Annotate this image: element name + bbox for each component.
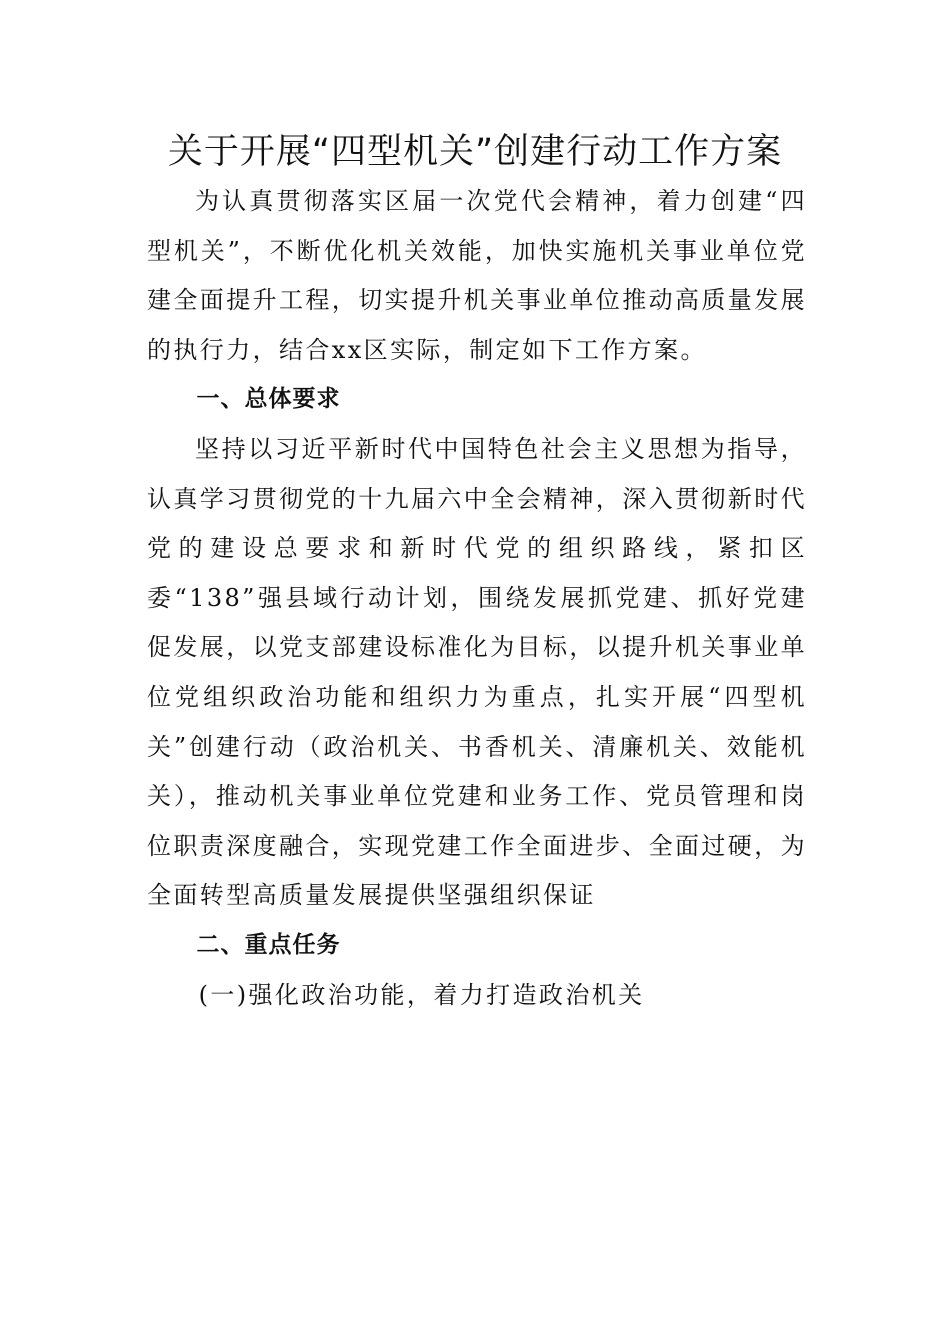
key-task-subheading-1: (一)强化政治功能，着力打造政治机关: [198, 980, 645, 1009]
section-heading-overall-requirements: 一、总体要求: [196, 386, 341, 413]
overall-requirements-paragraph: 坚持以习近平新时代中国特色社会主义思想为指导，认真学习贯彻党的十九届六中全会精神，深入贯彻新时代党的建设总要求和新时代党的组织路线，紧扣区委“138”强县域行动计划，围绕发展抓党建、抓好党建促发展，以党支部建设标准化为目标，以提升机关事业单位党组织政治功能和组织力为重点，扎实开展“四型机关”创建行动（政治机关、书香机关、清廉机关、效能机关），推动机关事业单位党建和业务工作、党员管理和岗位职责深度融合，实现党建工作全面进步、全面过硬，为全面转型高质量发展提供坚强组织保证: [147, 434, 807, 910]
section-heading-key-tasks: 二、重点任务: [196, 931, 341, 958]
document-title: 关于开展“四型机关”创建行动工作方案: [167, 132, 783, 172]
intro-paragraph: 为认真贯彻落实区届一次党代会精神，着力创建“四型机关”，不断优化机关效能，加快实施机关事业单位党建全面提升工程，切实提升机关事业单位推动高质量发展的执行力，结合xx区实际，制定如下工作方案。: [147, 187, 807, 364]
document-body: [147, 177, 807, 1020]
